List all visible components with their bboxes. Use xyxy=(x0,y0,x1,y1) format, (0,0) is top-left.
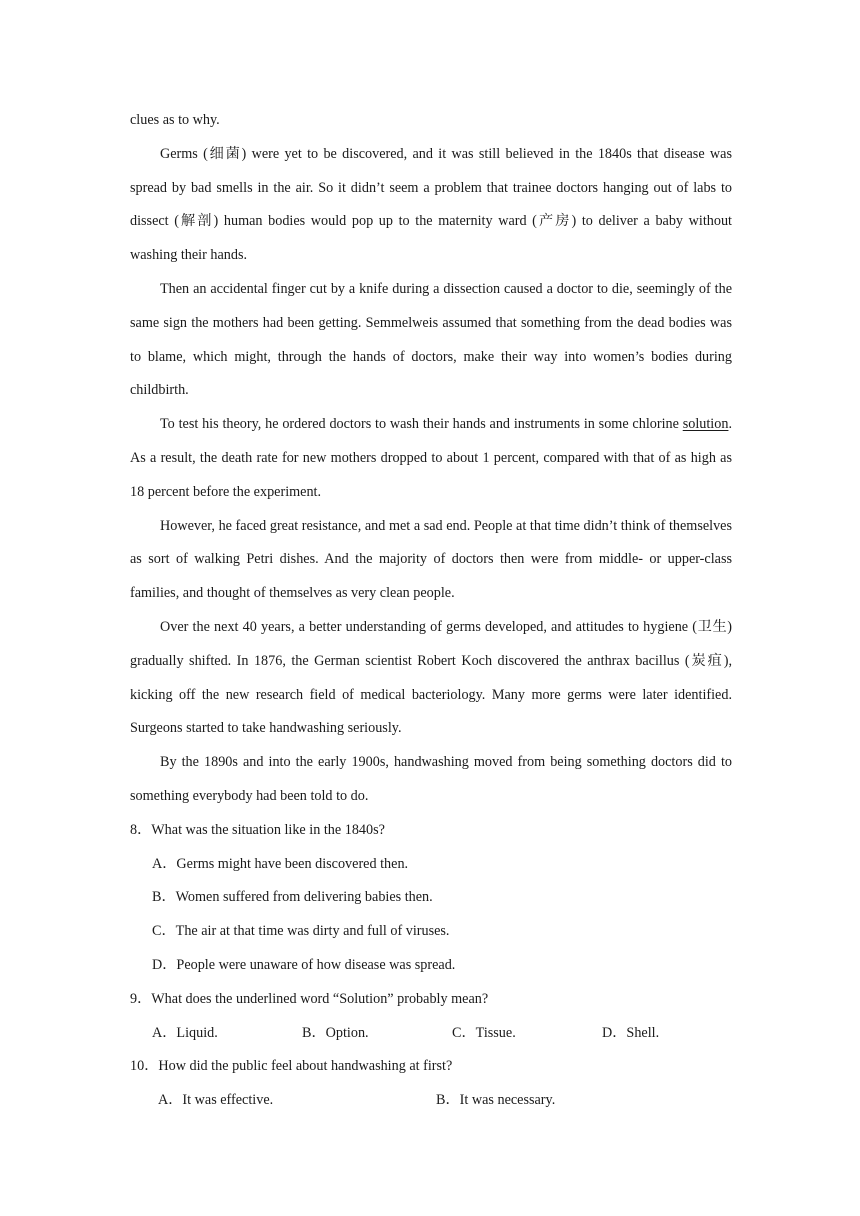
passage-paragraph-3 xyxy=(130,408,732,509)
underlined-word-solution: solution xyxy=(682,416,729,433)
document-page xyxy=(130,104,732,1118)
question-10-option-a: A．It was effective. xyxy=(158,1092,274,1109)
question-9-option-d: D．Shell. xyxy=(602,1024,660,1041)
question-10-option-b: B．It was necessary. xyxy=(436,1092,556,1109)
question-10-options xyxy=(130,1084,732,1118)
question-10-stem: 10．How did the public feel about handwashing at first? xyxy=(130,1058,453,1075)
question-9-option-a: A．Liquid. xyxy=(152,1024,218,1041)
question-8-option-d: D．People were unaware of how disease was spread. xyxy=(152,956,456,973)
question-9-options xyxy=(130,1017,732,1051)
passage-paragraph-0: clues as to why. xyxy=(130,112,220,128)
paragraph-3-text-after: . As a result, the death rate for new mothers dropped to about 1 percent, compared with that of as high as 18 percent before the experiment. xyxy=(130,416,732,500)
passage-paragraph-5: Over the next 40 years, a better understanding of germs developed, and attitudes to hygiene (卫生) gradually shifted. In 1876, the German scientist Robert Koch discovered the anthrax bacillus (炭疽), kicking off the new research field of medical bacteriology. Many more germs were later identified. Surgeons started to take handwashing seriously. xyxy=(130,618,732,737)
passage-paragraph-1: Germs (细菌) were yet to be discovered, and it was still believed in the 1840s that disease was spread by bad smells in the air. So it didn’t seem a problem that trainee doctors hanging out of labs to dissect (解剖) human bodies would pop up to the maternity ward (产房) to deliver a baby without washing their hands. xyxy=(130,145,732,264)
question-8-option-a: A．Germs might have been discovered then. xyxy=(152,855,409,872)
question-9-stem: 9．What does the underlined word “Solution” probably mean? xyxy=(130,990,489,1007)
question-8-stem: 8．What was the situation like in the 1840s? xyxy=(130,821,385,838)
question-8-option-b: B．Women suffered from delivering babies then. xyxy=(152,889,433,906)
paragraph-3-text-before: To test his theory, he ordered doctors to wash their hands and instruments in some chlorine xyxy=(160,416,683,433)
passage-paragraph-2: Then an accidental finger cut by a knife during a dissection caused a doctor to die, seemingly of the same sign the mothers had been getting. Semmelweis assumed that something from the dead bodies was to blame, which might, through the hands of doctors, make their way into women’s bodies during childbirth. xyxy=(130,280,732,399)
question-9-option-c: C．Tissue. xyxy=(452,1024,516,1041)
passage-paragraph-6: By the 1890s and into the early 1900s, handwashing moved from being something doctors did to something everybody had been told to do. xyxy=(130,754,732,804)
passage-paragraph-4: However, he faced great resistance, and met a sad end. People at that time didn’t think of themselves as sort of walking Petri dishes. And the majority of doctors then were from middle- or upper-class families, and thought of themselves as very clean people. xyxy=(130,517,732,602)
question-9-option-b: B．Option. xyxy=(302,1024,369,1041)
question-8-option-c: C．The air at that time was dirty and full of viruses. xyxy=(152,923,450,940)
